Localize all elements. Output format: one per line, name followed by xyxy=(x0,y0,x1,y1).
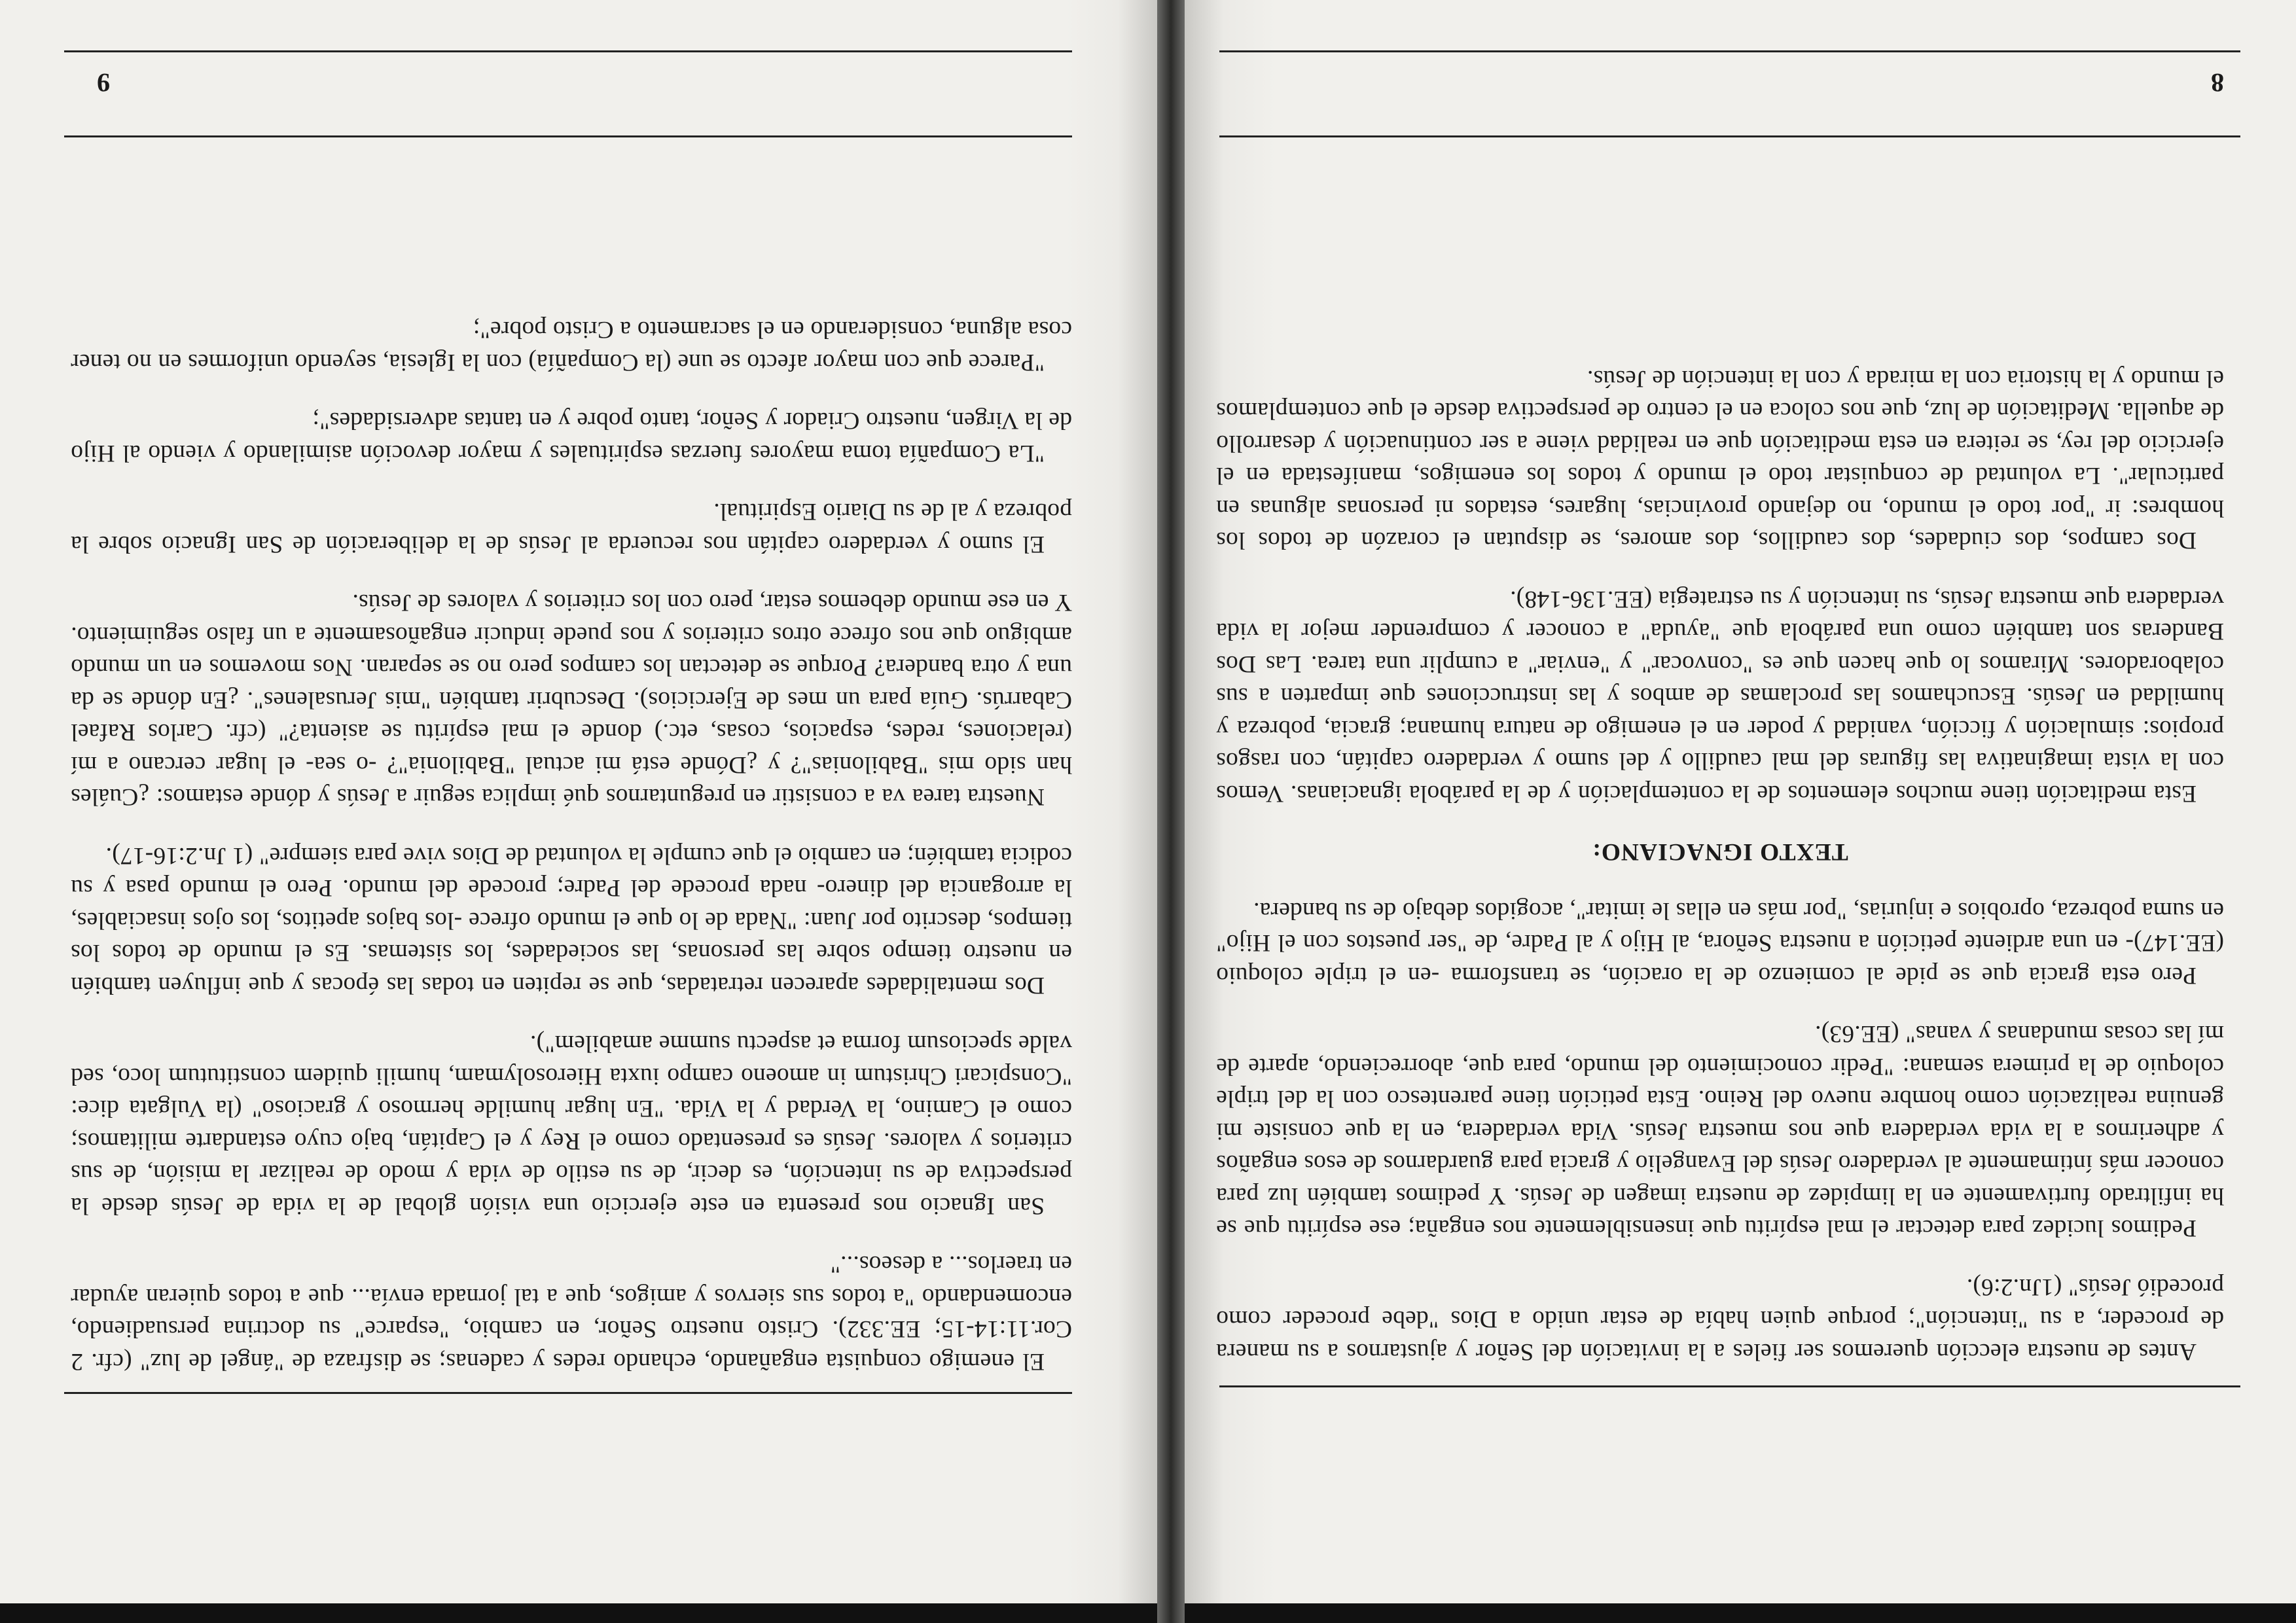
page-8 xyxy=(1185,0,2296,1603)
footer-rule xyxy=(1219,50,2240,52)
paragraph: Esta meditación tiene muchos elementos de la contemplación y de la parábola ignacianas. Vemos con la vista imaginativa las figuras del mal caudillo y del sumo y verdadero capitán, con rasgos propios: simulación y ficción, vanidad y poder en el enemigo de natura humana; gracia, pobreza y humildad en Jesús. Escuchamos las proclamas de ambos y las instrucciones que imparten a sus colaboradores. Miramos lo que hacen que es "convocar" y "enviar" a cumplir una tarea. Las Dos Banderas son también como una parábola que "ayuda" a conocer y comprender mejor la vida verdadera que muestra Jesús, su intención y su estrategia (EE.136-148). xyxy=(1216,586,2224,807)
paragraph: Dos mentalidades aparecen retratadas, que se repiten en todas las épocas y que influyen también en nuestro tiempo sobre las personas, las sociedades, los sistemas. Es el mundo de todos los tiempos, descrito por Juan: "Nada de lo que el mundo ofrece -los bajos apetitos, los ojos insaciables, la arrogancia del dinero- nada procede del Padre; procede del mundo. Pero el mundo pasa y su codicia también; en cambio el que cumple la voluntad de Dios vive para siempre" (1 Jn.2:16-17). xyxy=(71,842,1072,999)
paragraph: El enemigo conquista engañando, echando redes y cadenas; se disfraza de "ángel de luz" (cfr. 2 Cor.11:14-15; EE.332). Cristo nuestro Señor, en cambio, "esparce" su doctrina persuadiendo, encomendando "a todos sus siervos y amigos, que a tal jornada envía... que a todos quieran ayudar en traerlos... a deseos..." xyxy=(71,1251,1072,1375)
paragraph: El sumo y verdadero capitán nos recuerda al Jesús de la deliberación de San Ignacio sobre la pobreza y al de su Diario Espiritual. xyxy=(71,498,1072,558)
paragraph: Pedimos lucidez para detectar el mal espíritu que insensiblemente nos engaña; ese espíritu que se ha infiltrado furtivamente en la limpidez de nuestra imagen de Jesús. Y pedimos también luz para conocer más íntimamente al verdadero Jesús del Evangelio y gracia para guardarnos de esos engaños y adherirnos a la vida verdadera que nos muestra Jesús. Vida verdadera, en la que consiste mi genuina realización como hombre nuevo del Reino. Esta petición tiene parentesco con la del triple coloquio de la primera semana: "Pedir conocimiento del mundo, para que, aborreciendo, aparte de mí las cosas mundanas y vanas" (EE.63). xyxy=(1216,1020,2224,1242)
page-8-body xyxy=(1216,363,2224,1368)
paragraph: Dos campos, dos ciudades, dos caudillos, dos amores, se disputan el corazón de todos los hombres: ir "por todo el mundo, no dejando provincias, lugares, estados ni personas algunas en particular". La voluntad de conquistar todo el mundo y todos los enemigos, manifestada en el ejercicio del rey, se reitera en esta meditación que en realidad viene a ser continuación y desarrollo de aquella. Meditación de luz, que nos coloca en el centro de perspectiva desde el que contemplamos el mundo y la historia con la mirada y con la intención de Jesús. xyxy=(1216,365,2224,554)
top-rule xyxy=(1219,1385,2240,1387)
book-gutter xyxy=(1157,0,1185,1623)
section-heading: TEXTO IGNACIANO: xyxy=(1592,838,1848,866)
paragraph: "Parece que con mayor afecto se une (la Compañía) con la Iglesia, seyendo uniformes en no tener cosa alguna, considerando en el sacramento a Cristo pobre"; xyxy=(71,316,1072,376)
paragraph: Nuestra tarea va a consistir en preguntarnos qué implica seguir a Jesús y dónde estamos: ¿Cuáles han sido mis "Babilonias"? y ¿Dónde está mi actual "Babilonia"? -o sea- el lugar cercano a mí (relaciones, redes, espacios, cosas, etc.) donde el mal espíritu se asienta?" (cfr. Carlos Rafael Cabarrús. Guía para un mes de Ejercicios). Descubrir también "mis Jerusalenes". ¿En dónde se da una y otra bandera? Porque se detectan los campos pero no se separan. Nos movemos en un mundo ambiguo que nos ofrece otros criterios y nos puede inducir engañosamente a un falso seguimiento. Y en ese mundo debemos estar, pero con los criterios y valores de Jesús. xyxy=(71,589,1072,811)
paragraph: Pero esta gracia que se pide al comienzo de la oración, se transforma -en el triple coloquio (EE.147)- en una ardiente petición a nuestra Señora, al Hijo y al Padre, de "ser puestos con el Hijo" en suma pobreza, oprobios e injurias, "por más en ellas le imitar", acogidos debajo de su bandera. xyxy=(1216,897,2224,989)
page-number: 9 xyxy=(97,68,110,98)
paragraph: "La Compañía toma mayores fuerzas espirituales y mayor devoción asimilando y viendo al Hijo de la Virgen, nuestro Criador y Señor, tanto pobre y en tantas adversidades"; xyxy=(71,407,1072,467)
top-rule xyxy=(64,1392,1072,1394)
bottom-rule xyxy=(64,135,1072,137)
page-9-body xyxy=(71,313,1072,1378)
paragraph: Antes de nuestra elección queremos ser fieles a la invitación del Señor y ajustarnos a su manera de proceder, a su "intención"; porque quien había de estar unido a Dios "debe proceder como procedió Jesús" (1Jn.2:6). xyxy=(1216,1274,2224,1365)
page-9 xyxy=(0,0,1157,1603)
footer-rule xyxy=(64,50,1072,52)
paragraph: San Ignacio nos presenta en este ejercicio una visión global de la vida de Jesús desde la perspectiva de su intención, es decir, de su estilo de vida y modo de realizar la misión, de sus criterios y valores. Jesús es presentado como el Rey y el Capitán, bajo cuyo estandarte militamos; como el Camino, la Verdad y la Vida. "En lugar humilde hermoso y gracioso" (la Vulgata dice: "Conspicari Christum in amoeno campo iuxta Hierosolymam, humili quidem constitutum loco, sed valde speciosum forma et aspectu summe amabilem"). xyxy=(71,1030,1072,1219)
bottom-rule xyxy=(1219,135,2240,137)
page-number: 8 xyxy=(2211,68,2224,98)
